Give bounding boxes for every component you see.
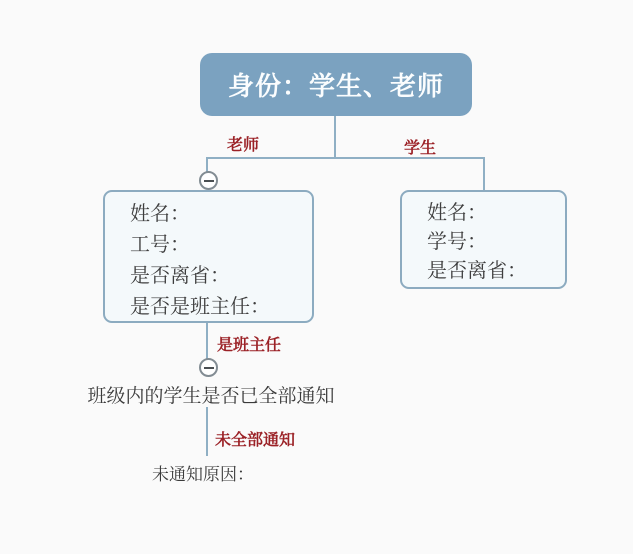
- student-field-student-id: 学号：: [427, 231, 487, 253]
- not-notified-reason-node[interactable]: 未通知原因：: [152, 465, 254, 484]
- connector-branch-horizontal: [206, 157, 485, 159]
- teacher-field-name: 姓名：: [130, 203, 190, 225]
- minus-icon: [204, 367, 214, 369]
- root-topic-node[interactable]: 身份：学生、老师: [200, 53, 472, 116]
- collapse-toggle-class-teacher-branch[interactable]: [199, 358, 218, 377]
- edge-label-not-all-notified[interactable]: 未全部通知: [215, 432, 296, 449]
- connector-root-down: [334, 116, 336, 158]
- student-field-name: 姓名：: [427, 202, 487, 224]
- connector-question-down: [206, 407, 208, 456]
- collapse-toggle-teacher-branch[interactable]: [199, 171, 218, 190]
- teacher-info-node[interactable]: [103, 190, 314, 323]
- edge-label-student[interactable]: 学生: [404, 140, 437, 157]
- student-field-left-province: 是否离省：: [427, 260, 527, 282]
- edge-label-teacher[interactable]: 老师: [227, 137, 260, 154]
- all-students-notified-node[interactable]: 班级内的学生是否已全部通知: [87, 386, 335, 407]
- student-info-node[interactable]: [400, 190, 567, 289]
- minus-icon: [204, 180, 214, 182]
- teacher-field-class-teacher: 是否是班主任：: [130, 296, 270, 318]
- connector-teacher-box-down: [206, 322, 208, 359]
- edge-label-is-class-teacher[interactable]: 是班主任: [217, 337, 282, 354]
- connector-student-drop: [483, 157, 485, 191]
- teacher-field-left-province: 是否离省：: [130, 265, 230, 287]
- teacher-field-work-id: 工号：: [130, 234, 190, 256]
